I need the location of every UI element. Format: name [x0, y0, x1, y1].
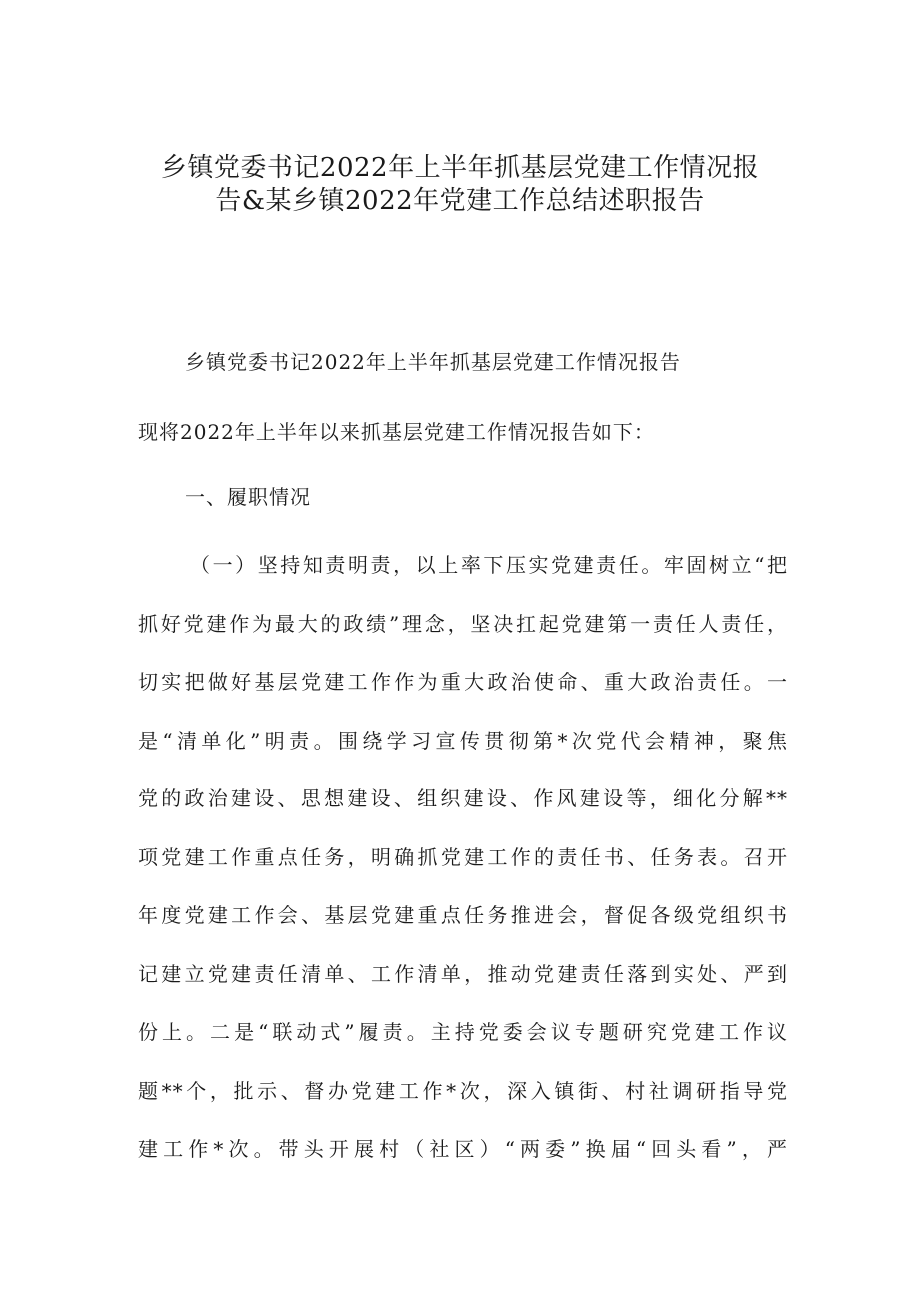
body-line: 是“清单化”明责。围绕学习宣传贯彻第*次党代会精神，聚焦: [138, 729, 788, 753]
intro-paragraph: 现将2022年上半年以来抓基层党建工作情况报告如下：: [138, 420, 655, 444]
part-heading: 一、履职情况: [185, 485, 311, 509]
body-line: （一）坚持知责明责，以上率下压实党建责任。牢固树立“把: [190, 553, 788, 577]
document-title-line-1: 乡镇党委书记2022年上半年抓基层党建工作情况报: [160, 153, 760, 183]
body-line: 年度党建工作会、基层党建重点任务推进会，督促各级党组织书: [138, 903, 788, 927]
body-line: 记建立党建责任清单、工作清单，推动党建责任落到实处、严到: [138, 962, 788, 986]
body-line: 项党建工作重点任务，明确抓党建工作的责任书、任务表。召开: [138, 845, 788, 869]
body-line: 党的政治建设、思想建设、组织建设、作风建设等，细化分解**: [138, 786, 788, 810]
body-line: 抓好党建作为最大的政绩”理念，坚决扛起党建第一责任人责任，: [138, 612, 788, 636]
body-line: 题**个，批示、督办党建工作*次，深入镇街、村社调研指导党: [138, 1079, 788, 1103]
document-title-line-2: 告&某乡镇2022年党建工作总结述职报告: [215, 186, 705, 216]
section-heading: 乡镇党委书记2022年上半年抓基层党建工作情况报告: [185, 350, 681, 374]
body-line: 建工作*次。带头开展村（社区）“两委”换届“回头看”，严: [138, 1137, 788, 1161]
body-line: 切实把做好基层党建工作作为重大政治使命、重大政治责任。一: [138, 670, 788, 694]
body-line: 份上。二是“联动式”履责。主持党委会议专题研究党建工作议: [138, 1020, 788, 1044]
